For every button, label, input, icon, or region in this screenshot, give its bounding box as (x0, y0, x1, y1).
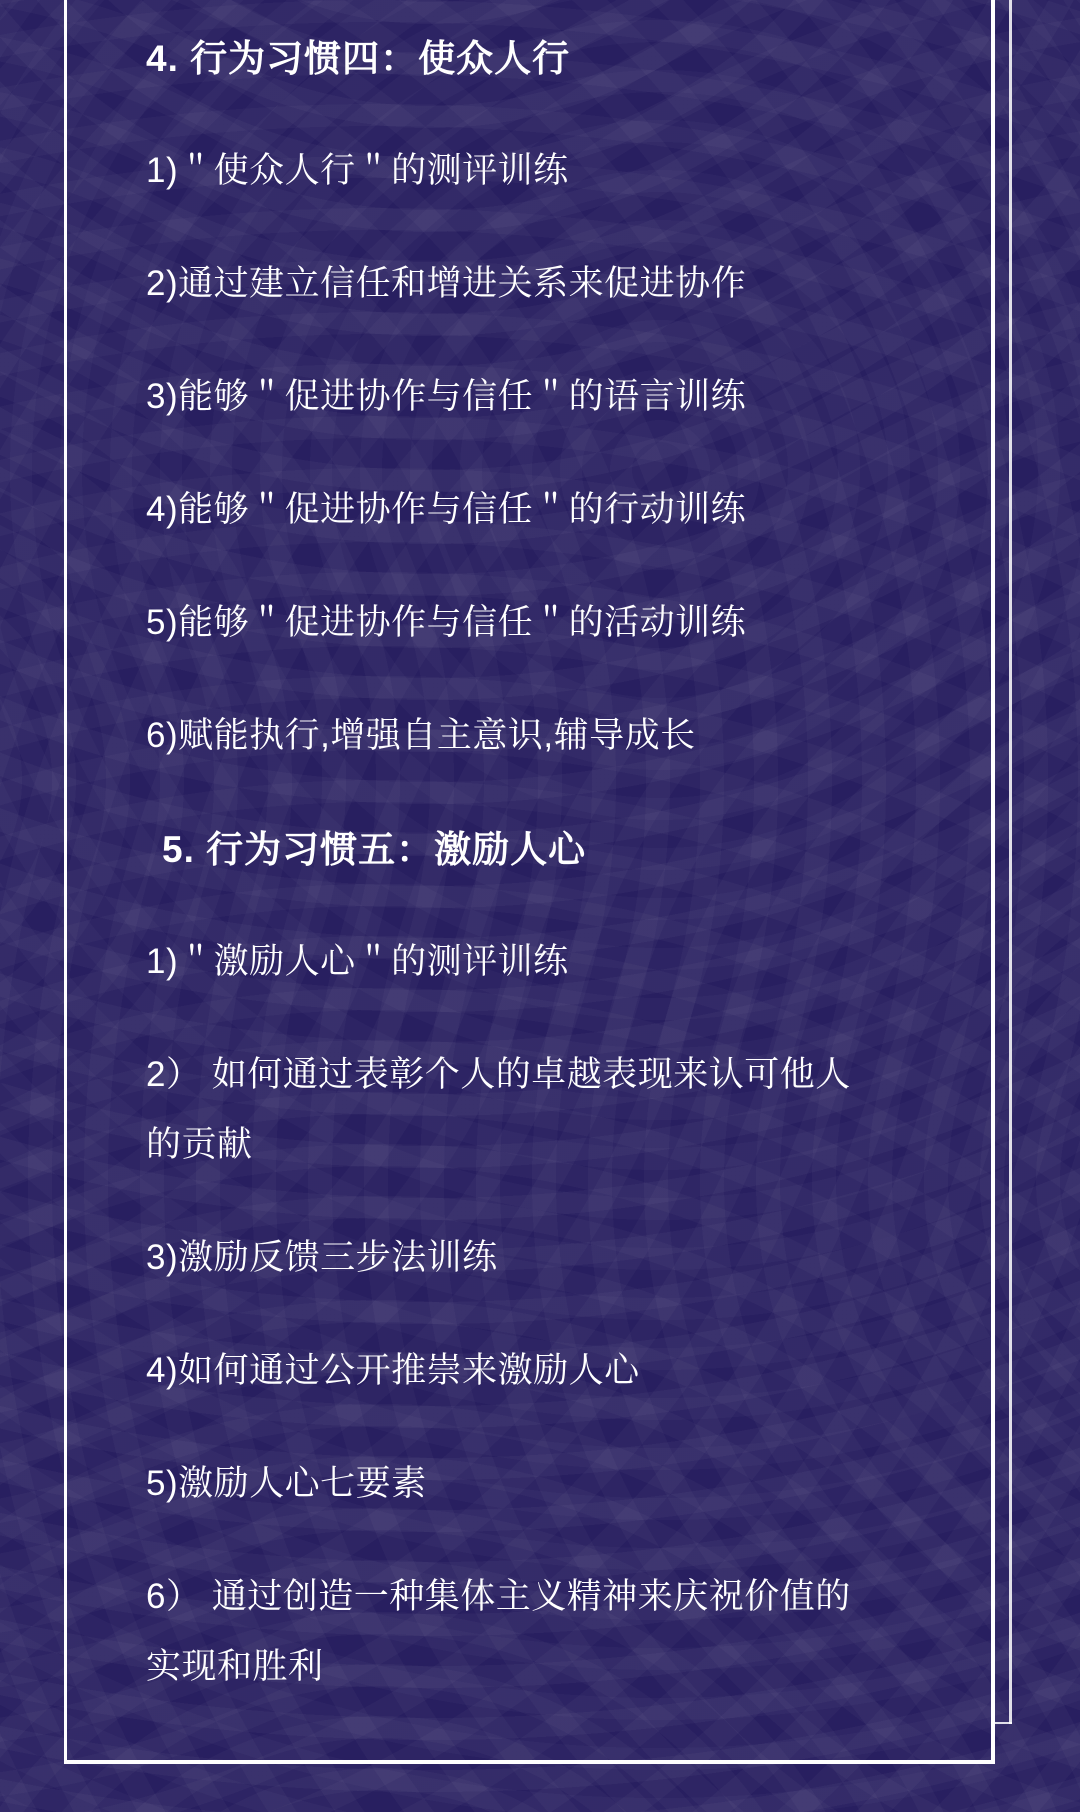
section-habit-4-heading (146, 20, 976, 90)
habit5-item-1 (146, 924, 976, 994)
habit5-item-4 (146, 1333, 976, 1403)
list-item-text: 3)激励反馈三步法训练 (146, 1238, 498, 1277)
habit4-item-4 (146, 472, 976, 542)
list-item-text: 2)通过建立信任和增进关系来促进协作 (146, 264, 747, 303)
list-item-text: 1)＂使众人行＂的测评训练 (146, 151, 569, 190)
list-item-text: 5)能够＂促进协作与信任＂的活动训练 (146, 603, 747, 642)
list-item-text: 2） 如何通过表彰个人的卓越表现来认可他人 (146, 1055, 851, 1094)
list-item-text-wrap: 的贡献 (146, 1125, 253, 1164)
list-item-text: 6） 通过创造一种集体主义精神来庆祝价值的 (146, 1577, 851, 1616)
heading-text: 4. 行为习惯四：使众人行 (146, 38, 571, 79)
habit5-item-3 (146, 1220, 976, 1290)
habit5-item-2 (146, 1037, 976, 1177)
habit4-item-1 (146, 133, 976, 203)
section-habit-5-heading (146, 811, 976, 881)
habit4-item-2 (146, 246, 976, 316)
list-item-text: 5)激励人心七要素 (146, 1464, 427, 1503)
habit5-item-5 (146, 1446, 976, 1516)
heading-text: 5. 行为习惯五：激励人心 (162, 829, 587, 870)
list-item-text: 3)能够＂促进协作与信任＂的语言训练 (146, 377, 747, 416)
list-item-text-wrap: 实现和胜利 (146, 1647, 324, 1686)
frame-right-border (991, 0, 995, 1764)
list-item-text: 4)能够＂促进协作与信任＂的行动训练 (146, 490, 747, 529)
frame-left-border (64, 0, 67, 1764)
habit4-item-3 (146, 359, 976, 429)
outline-content (146, 20, 976, 1742)
list-item-text: 1)＂激励人心＂的测评训练 (146, 942, 569, 981)
habit4-item-6 (146, 698, 976, 768)
habit5-item-6 (146, 1559, 976, 1699)
list-item-text: 4)如何通过公开推崇来激励人心 (146, 1351, 640, 1390)
list-item-text: 6)赋能执行,增强自主意识,辅导成长 (146, 716, 696, 755)
frame-step-connector (995, 1722, 1012, 1724)
habit4-item-5 (146, 585, 976, 655)
frame-right-outer-border (1009, 0, 1012, 1724)
frame-bottom-border (64, 1760, 995, 1764)
